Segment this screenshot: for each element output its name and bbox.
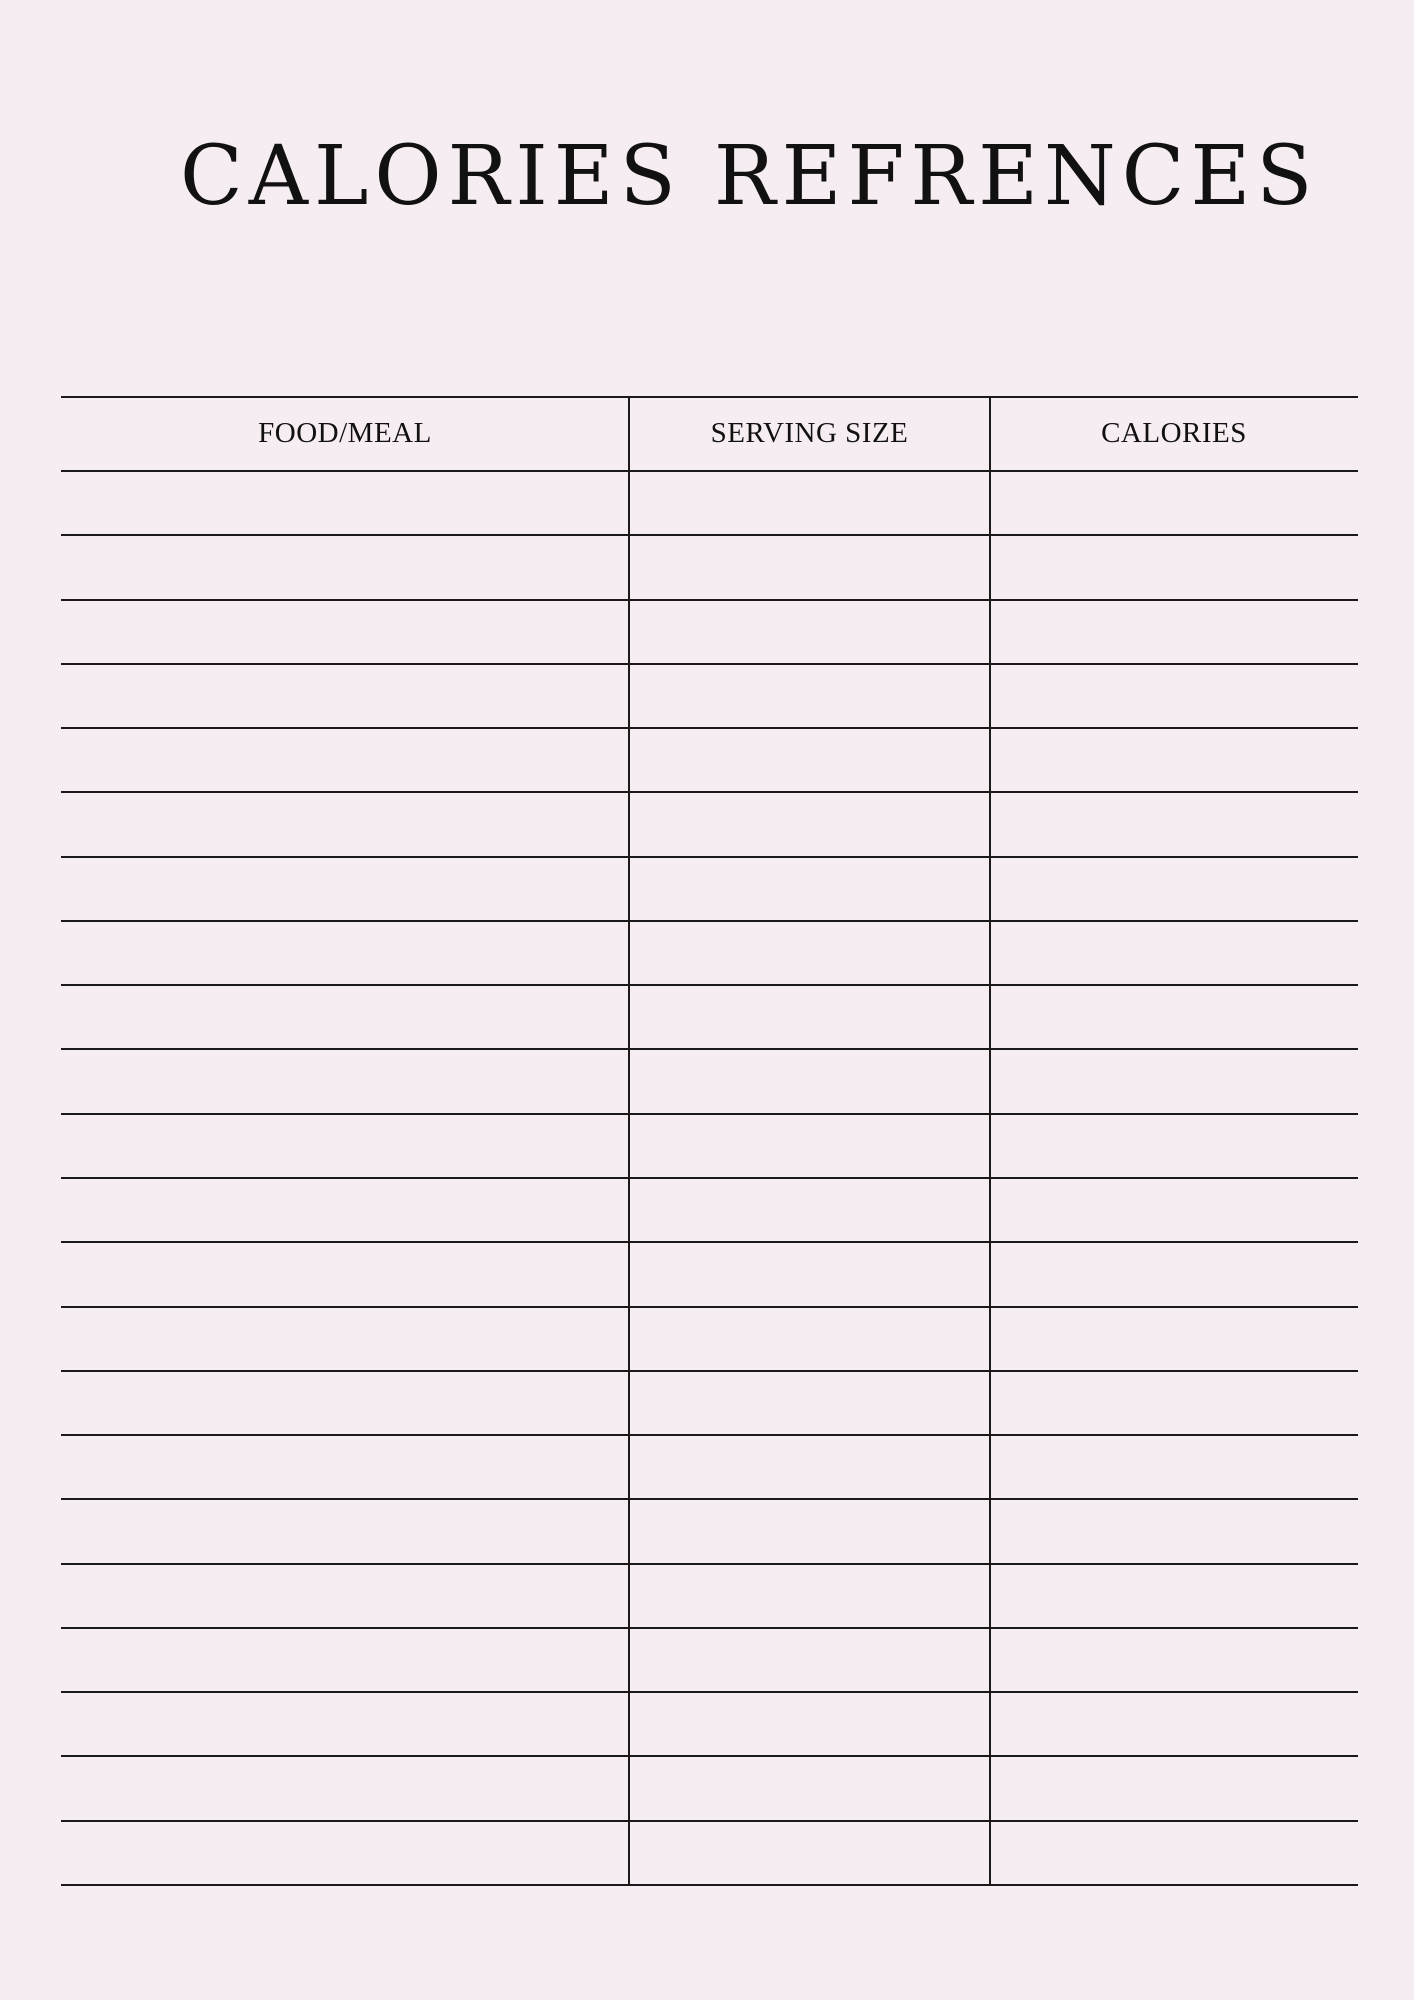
- calories-cell: [990, 1241, 1358, 1305]
- serving-size-cell: [629, 1177, 990, 1241]
- row-rule: [61, 1884, 1358, 1886]
- table-row: [61, 1820, 1358, 1884]
- food-meal-cell: [61, 856, 628, 920]
- header-food-meal: FOOD/MEAL: [258, 416, 432, 449]
- food-meal-cell: [61, 1306, 628, 1370]
- calories-cell: [990, 1755, 1358, 1819]
- calories-cell: [990, 1820, 1358, 1884]
- food-meal-cell: [61, 1370, 628, 1434]
- table-row: [61, 727, 1358, 791]
- table-row: [61, 856, 1358, 920]
- header-calories: CALORIES: [1101, 416, 1247, 449]
- table-row: [61, 663, 1358, 727]
- serving-size-cell: [629, 920, 990, 984]
- food-meal-cell: [61, 984, 628, 1048]
- serving-size-cell: [629, 856, 990, 920]
- food-meal-cell: [61, 1820, 628, 1884]
- serving-size-cell: [629, 1241, 990, 1305]
- food-meal-cell: [61, 920, 628, 984]
- calories-cell: [990, 1048, 1358, 1112]
- food-meal-cell: [61, 599, 628, 663]
- serving-size-cell: [629, 791, 990, 855]
- serving-size-cell: [629, 1691, 990, 1755]
- serving-size-cell: [629, 470, 990, 534]
- serving-size-cell: [629, 1820, 990, 1884]
- calories-cell: [990, 1691, 1358, 1755]
- calories-cell: [990, 1306, 1358, 1370]
- calories-cell: [990, 599, 1358, 663]
- food-meal-cell: [61, 663, 628, 727]
- table-row: [61, 599, 1358, 663]
- table-row: [61, 791, 1358, 855]
- food-meal-cell: [61, 791, 628, 855]
- calories-cell: [990, 1113, 1358, 1177]
- calories-cell: [990, 534, 1358, 598]
- table-row: [61, 1563, 1358, 1627]
- calories-cell: [990, 920, 1358, 984]
- table-row: [61, 1113, 1358, 1177]
- table-row: [61, 984, 1358, 1048]
- serving-size-cell: [629, 727, 990, 791]
- calories-cell: [990, 791, 1358, 855]
- table-row: [61, 534, 1358, 598]
- table-row: [61, 470, 1358, 534]
- serving-size-cell: [629, 1306, 990, 1370]
- serving-size-cell: [629, 599, 990, 663]
- food-meal-cell: [61, 1113, 628, 1177]
- calories-cell: [990, 1563, 1358, 1627]
- food-meal-cell: [61, 1498, 628, 1562]
- serving-size-cell: [629, 663, 990, 727]
- header-serving-size: SERVING SIZE: [710, 416, 909, 449]
- food-meal-cell: [61, 1177, 628, 1241]
- calories-cell: [990, 663, 1358, 727]
- table-row: [61, 1691, 1358, 1755]
- calories-cell: [990, 1627, 1358, 1691]
- calories-cell: [990, 856, 1358, 920]
- table-row: [61, 1498, 1358, 1562]
- calories-cell: [990, 1370, 1358, 1434]
- table-row: [61, 1048, 1358, 1112]
- page-title: CALORIES REFRENCES: [180, 129, 1319, 224]
- table-row: [61, 1177, 1358, 1241]
- table-row: [61, 920, 1358, 984]
- serving-size-cell: [629, 1755, 990, 1819]
- serving-size-cell: [629, 1627, 990, 1691]
- serving-size-cell: [629, 1434, 990, 1498]
- table-row: [61, 1627, 1358, 1691]
- calories-cell: [990, 1177, 1358, 1241]
- row-rule: [61, 396, 1358, 398]
- food-meal-cell: [61, 1627, 628, 1691]
- table-row: [61, 1370, 1358, 1434]
- food-meal-cell: [61, 727, 628, 791]
- serving-size-cell: [629, 534, 990, 598]
- food-meal-cell: [61, 1755, 628, 1819]
- calories-cell: [990, 470, 1358, 534]
- serving-size-cell: [629, 1370, 990, 1434]
- table-row: [61, 1306, 1358, 1370]
- calories-cell: [990, 727, 1358, 791]
- calories-cell: [990, 984, 1358, 1048]
- food-meal-cell: [61, 1563, 628, 1627]
- calories-cell: [990, 1434, 1358, 1498]
- serving-size-cell: [629, 1113, 990, 1177]
- serving-size-cell: [629, 1048, 990, 1112]
- food-meal-cell: [61, 1691, 628, 1755]
- food-meal-cell: [61, 1434, 628, 1498]
- serving-size-cell: [629, 1498, 990, 1562]
- table-row: [61, 1241, 1358, 1305]
- table-row: [61, 1434, 1358, 1498]
- food-meal-cell: [61, 1241, 628, 1305]
- serving-size-cell: [629, 984, 990, 1048]
- food-meal-cell: [61, 470, 628, 534]
- serving-size-cell: [629, 1563, 990, 1627]
- calories-cell: [990, 1498, 1358, 1562]
- food-meal-cell: [61, 1048, 628, 1112]
- table-row: [61, 1755, 1358, 1819]
- food-meal-cell: [61, 534, 628, 598]
